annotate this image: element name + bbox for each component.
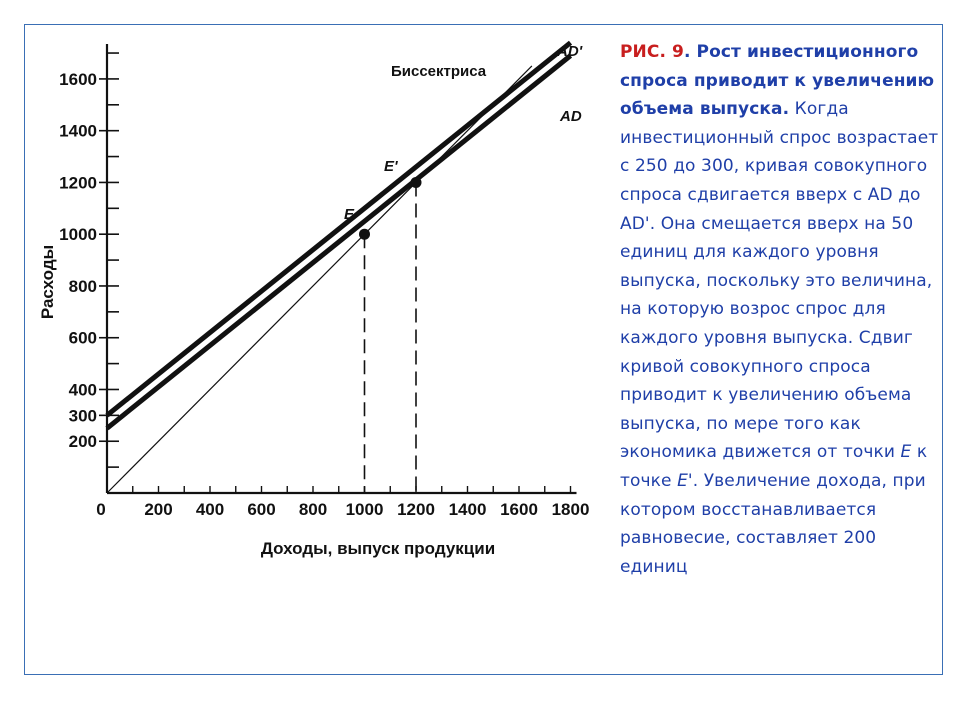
y-tick-label: 1400 (59, 121, 97, 141)
bisector-label: Биссектриса (391, 63, 487, 80)
caption-point-e: E (900, 442, 912, 463)
drop-lines (365, 182, 417, 493)
caption-body-3: . Увеличение дохода, при котором восстанавливается равновесие, составляет 200 единиц (620, 470, 926, 577)
x-tick-label: 400 (195, 500, 225, 519)
equilibrium-point-marker (359, 229, 370, 240)
point-e-label: E (344, 206, 355, 223)
x-tick-label: 200 (144, 500, 173, 519)
y-tick-label: 300 (68, 406, 97, 426)
x-tick-label: 1600 (500, 500, 538, 519)
series-line-ad (107, 56, 571, 429)
x-ticks (96, 486, 589, 519)
y-ticks (59, 53, 119, 467)
y-axis-label: Расходы (38, 244, 57, 320)
point-e-prime-label: E' (384, 158, 398, 175)
x-axis-label: Доходы, выпуск продукции (260, 539, 496, 558)
caption-fig-label: РИС. 9 (620, 42, 684, 62)
series-line-bisector (107, 66, 532, 493)
axes (107, 44, 577, 493)
x-tick-label: 1400 (448, 500, 487, 519)
caption-body-2: к точке (620, 442, 928, 491)
y-tick-label: 800 (68, 276, 97, 296)
caption-point-e-prime: E' (677, 470, 693, 491)
caption-body-1: Когда инвестиционный спрос возрастает с 250 до 300, кривая совокупного спроса сдвигается вверх с AD до AD'. Она смещается вверх на 50 единиц для каждого уровня выпуска, поскольку это величина, на которую возрос спрос для каждого уровня выпуска. Сдвиг кривой совокупного спроса приводит к увеличению объема выпуска, по мере того как экономика движется от точки (620, 99, 939, 463)
y-tick-label: 600 (68, 328, 97, 348)
y-tick-label: 200 (68, 432, 97, 452)
chart (24, 24, 604, 584)
y-tick-label: 1200 (59, 173, 97, 193)
caption-title (620, 42, 934, 119)
x-tick-label: 800 (298, 500, 328, 519)
x-tick-label: 1200 (397, 500, 435, 519)
x-tick-label: 1000 (345, 500, 384, 519)
caption-title-text: . Рост инвестиционного спроса приводит к увеличению объема выпуска. (620, 42, 935, 120)
equilibrium-point-marker (411, 177, 422, 188)
y-tick-label: 1000 (59, 225, 97, 245)
x-tick-label: 0 (96, 500, 106, 519)
ad-prime-label: AD' (557, 43, 583, 60)
ad-label: AD (560, 108, 582, 125)
series-lines (107, 43, 571, 493)
y-tick-label: 400 (68, 380, 97, 400)
x-tick-label: 600 (247, 500, 276, 519)
y-tick-label: 1600 (59, 69, 97, 89)
series-line-ad-prime (107, 43, 571, 416)
x-tick-label: 1800 (551, 500, 590, 519)
figure-caption (620, 38, 940, 581)
